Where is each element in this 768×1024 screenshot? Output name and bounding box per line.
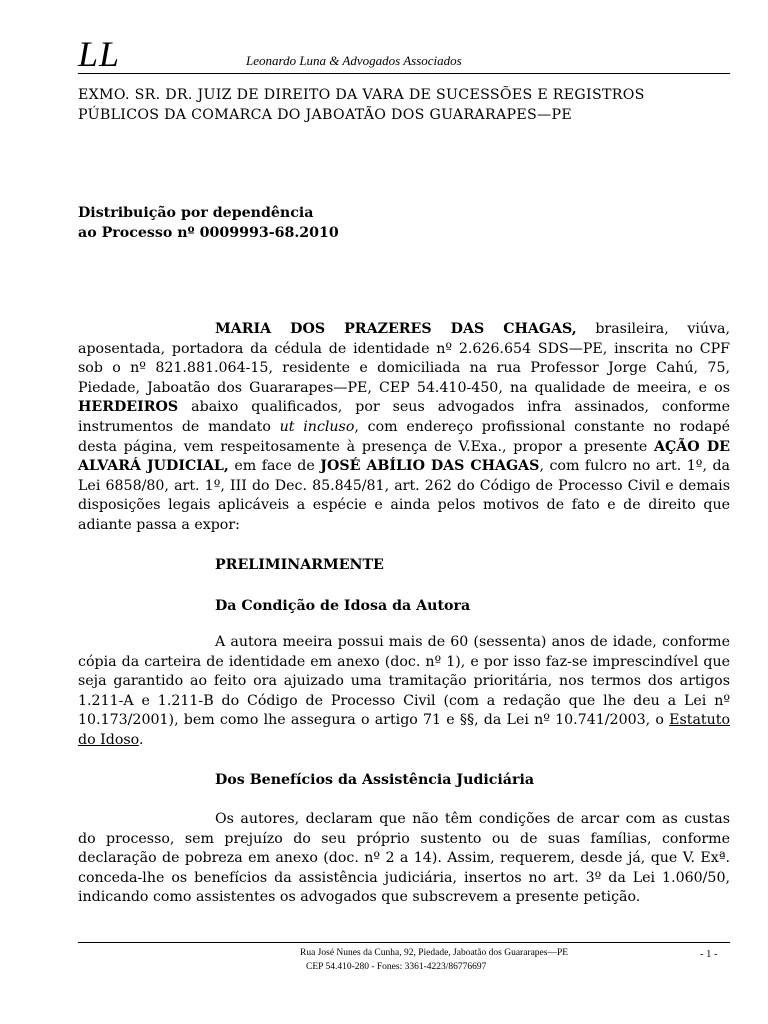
intro-text: abaixo qualificados, por seus advogados infra assinados, conforme instrumentos de mandato <box>78 399 730 435</box>
action-title: AÇÃO DE ALVARÁ JUDICIAL, <box>78 438 730 475</box>
distribution-line-1: Distribuição por dependência <box>78 205 314 221</box>
footer-address: Rua José Nunes da Cunha, 92, Piedade, Jaboatão dos Guararapes—PE <box>300 948 569 958</box>
elderly-paragraph <box>78 633 730 751</box>
heirs-label: HERDEIROS <box>78 399 179 416</box>
intro-text: , com fulcro no art. 1º, da Lei 6858/80, art. 1º, III do Dec. 85.845/81, art. 262 do Código de Processo Civil e demais disposições legais aplicáveis a espécie e ainda pelos motivos de fato e de direito que adiante passa a expor: <box>78 458 731 533</box>
assistance-text: Os autores, declaram que não têm condições de arcar com as custas do processo, sem prejuízo do seu próprio sustento ou de suas famílias, conforme declaração de pobreza em anexo (doc. nº 2 a 14). Assim, requerem, desde já, que V. Exª. conceda-lhe os benefícios da assistência judiciária, insertos no art. 3º da Lei 1.060/50, indicando como assistentes os advogados que subscrevem a presente petição. <box>78 811 730 906</box>
addressee-line-1: EXMO. SR. DR. JUIZ DE DIREITO DA VARA DE SUCESSÕES E REGISTROS <box>78 87 645 103</box>
footer-contact: CEP 54.410-280 - Fones: 3361-4223/86776697 <box>306 962 487 972</box>
statute-reference: Estatuto do Idoso <box>78 712 730 748</box>
preliminary-heading: PRELIMINARMENTE <box>215 557 384 573</box>
addressee-line-2: PÚBLICOS DA COMARCA DO JABOATÃO DOS GUARARAPES—PE <box>78 106 573 123</box>
elderly-text-end: . <box>138 731 144 748</box>
firm-name: Leonardo Luna & Advogados Associados <box>246 53 462 68</box>
intro-text: brasileira, viúva, aposentada, portadora da cédula de identidade nº 2.626.654 SDS—PE, inscrita no CPF sob o nº 821.881.064-15, residente e domiciliada na rua Professor Jorge Cahú, 75, Piedade, Jaboatão dos Guararapes—PE, CEP 54.410-450, na qualidade de meeira, e os <box>78 321 730 396</box>
defendant-name: JOSÉ ABÍLIO DAS CHAGAS <box>320 458 540 475</box>
ut-incluso: ut incluso <box>279 418 355 435</box>
intro-text: em face de <box>228 458 321 475</box>
elderly-heading: Da Condição de Idosa da Autora <box>215 598 471 614</box>
assistance-heading: Dos Benefícios da Assistência Judiciária <box>215 772 535 788</box>
distribution-line-2: ao Processo nº 0009993-68.2010 <box>78 224 339 241</box>
page-number: - 1 - <box>700 949 718 960</box>
footer-divider <box>78 942 730 943</box>
intro-paragraph <box>78 320 730 536</box>
elderly-text: A autora meeira possui mais de 60 (sessenta) anos de idade, conforme cópia da carteira de identidade em anexo (doc. nº 1), e por isso faz-se imprescindível que seja garantido ao feito ora ajuizado uma tramitação prioritária, nos termos dos artigos 1.211-A e 1.211-B do Código de Processo Civil (com a redação que lhe deu a Lei nº 10.173/2001), bem como lhe assegura o artigo 71 e §§, da Lei nº 10.741/2003, o <box>78 634 730 729</box>
distribution-note <box>78 204 730 243</box>
intro-text: , com endereço profissional constante no rodapé desta página, vem respeitosamente à presença de V.Exa., propor a presente <box>78 418 731 455</box>
plaintiff-name: MARIA DOS PRAZERES DAS CHAGAS, <box>215 321 577 337</box>
header-divider <box>78 73 730 74</box>
addressee <box>78 86 730 125</box>
assistance-paragraph <box>78 810 730 908</box>
firm-logo: LL <box>78 34 121 74</box>
